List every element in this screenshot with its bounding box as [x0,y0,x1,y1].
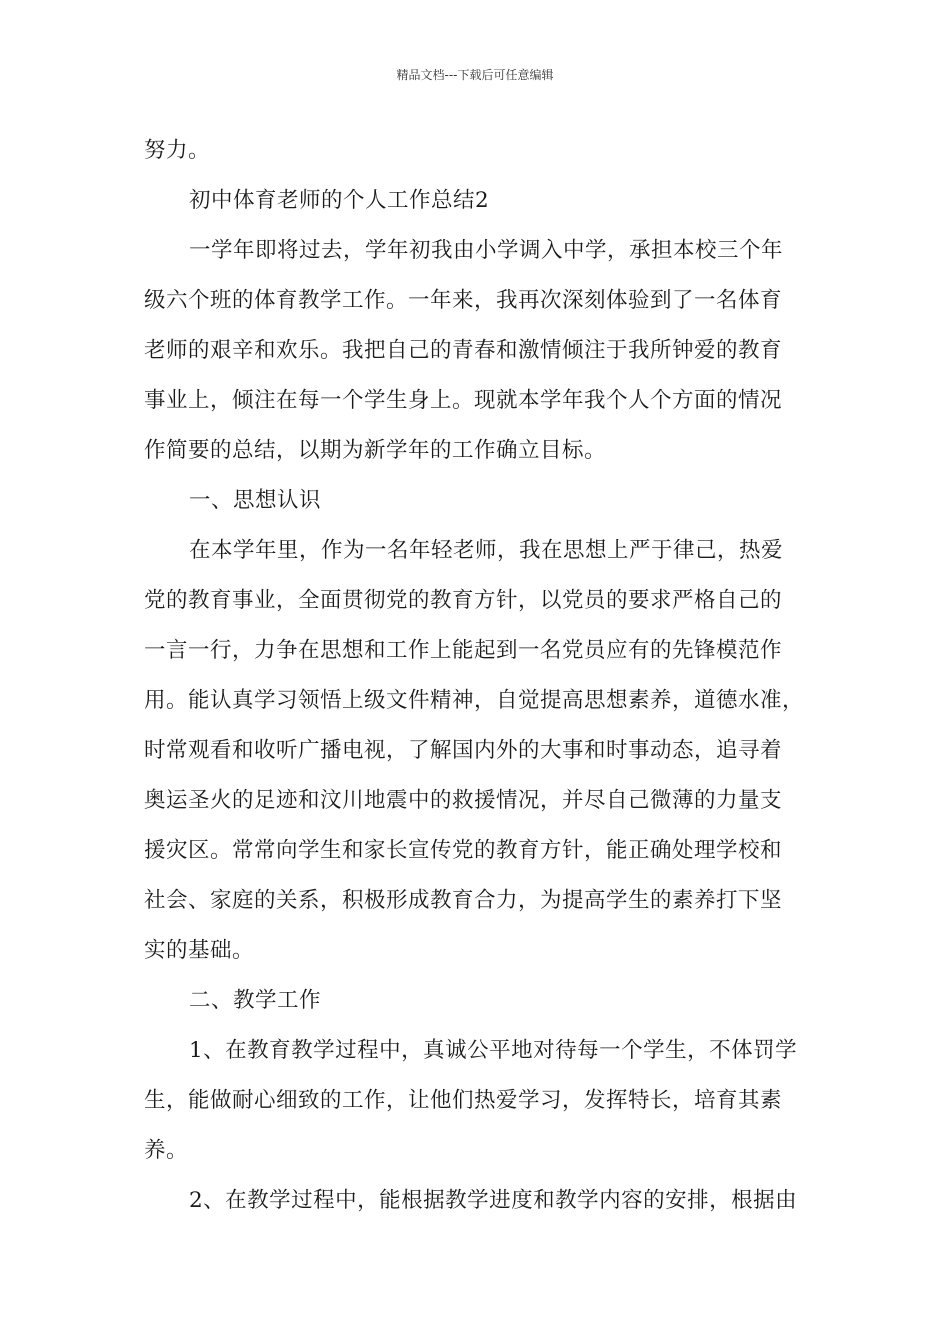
paragraph-line: 实的基础。 [144,938,255,963]
section-heading: 二、教学工作 [189,988,322,1013]
paragraph-line: 奥运圣火的足迹和汶川地震中的救援情况，并尽自己微薄的力量支 [144,788,783,813]
paragraph-line: 一学年即将过去，学年初我由小学调入中学，承担本校三个年 [189,238,784,263]
paragraph-line: 作简要的总结，以期为新学年的工作确立目标。 [144,438,607,463]
paragraph-line: 在本学年里，作为一名年轻老师，我在思想上严于律己，热爱 [189,538,784,563]
paragraph-line: 养。 [144,1138,189,1163]
section-title: 初中体育老师的个人工作总结2 [189,188,490,213]
paragraph-line: 努力。 [144,138,211,163]
paragraph-line: 2、在教学过程中，能根据教学进度和教学内容的安排，根据由 [189,1188,798,1213]
paragraph-line: 党的教育事业，全面贯彻党的教育方针，以党员的要求严格自己的 [144,588,783,613]
section-heading: 一、思想认识 [189,488,322,513]
paragraph-line: 级六个班的体育教学工作。一年来，我再次深刻体验到了一名体育 [144,288,783,313]
paragraph-line: 用。能认真学习领悟上级文件精神，自觉提高思想素养，道德水准， [144,688,805,713]
paragraph-line: 1、在教育教学过程中，真诚公平地对待每一个学生，不体罚学 [189,1038,798,1063]
page-header: 精品文档---下载后可任意编辑 [396,68,554,82]
paragraph-line: 社会、家庭的关系，积极形成教育合力，为提高学生的素养打下坚 [144,888,783,913]
document-body [144,126,824,1226]
paragraph-line: 时常观看和收听广播电视，了解国内外的大事和时事动态，追寻着 [144,738,783,763]
paragraph-line: 援灾区。常常向学生和家长宣传党的教育方针，能正确处理学校和 [144,838,783,863]
paragraph-line: 生，能做耐心细致的工作，让他们热爱学习，发挥特长，培育其素 [144,1088,783,1113]
paragraph-line: 老师的艰辛和欢乐。我把自己的青春和激情倾注于我所钟爱的教育 [144,338,783,363]
paragraph-line: 事业上，倾注在每一个学生身上。现就本学年我个人个方面的情况 [144,388,783,413]
paragraph-line: 一言一行，力争在思想和工作上能起到一名党员应有的先锋模范作 [144,638,783,663]
